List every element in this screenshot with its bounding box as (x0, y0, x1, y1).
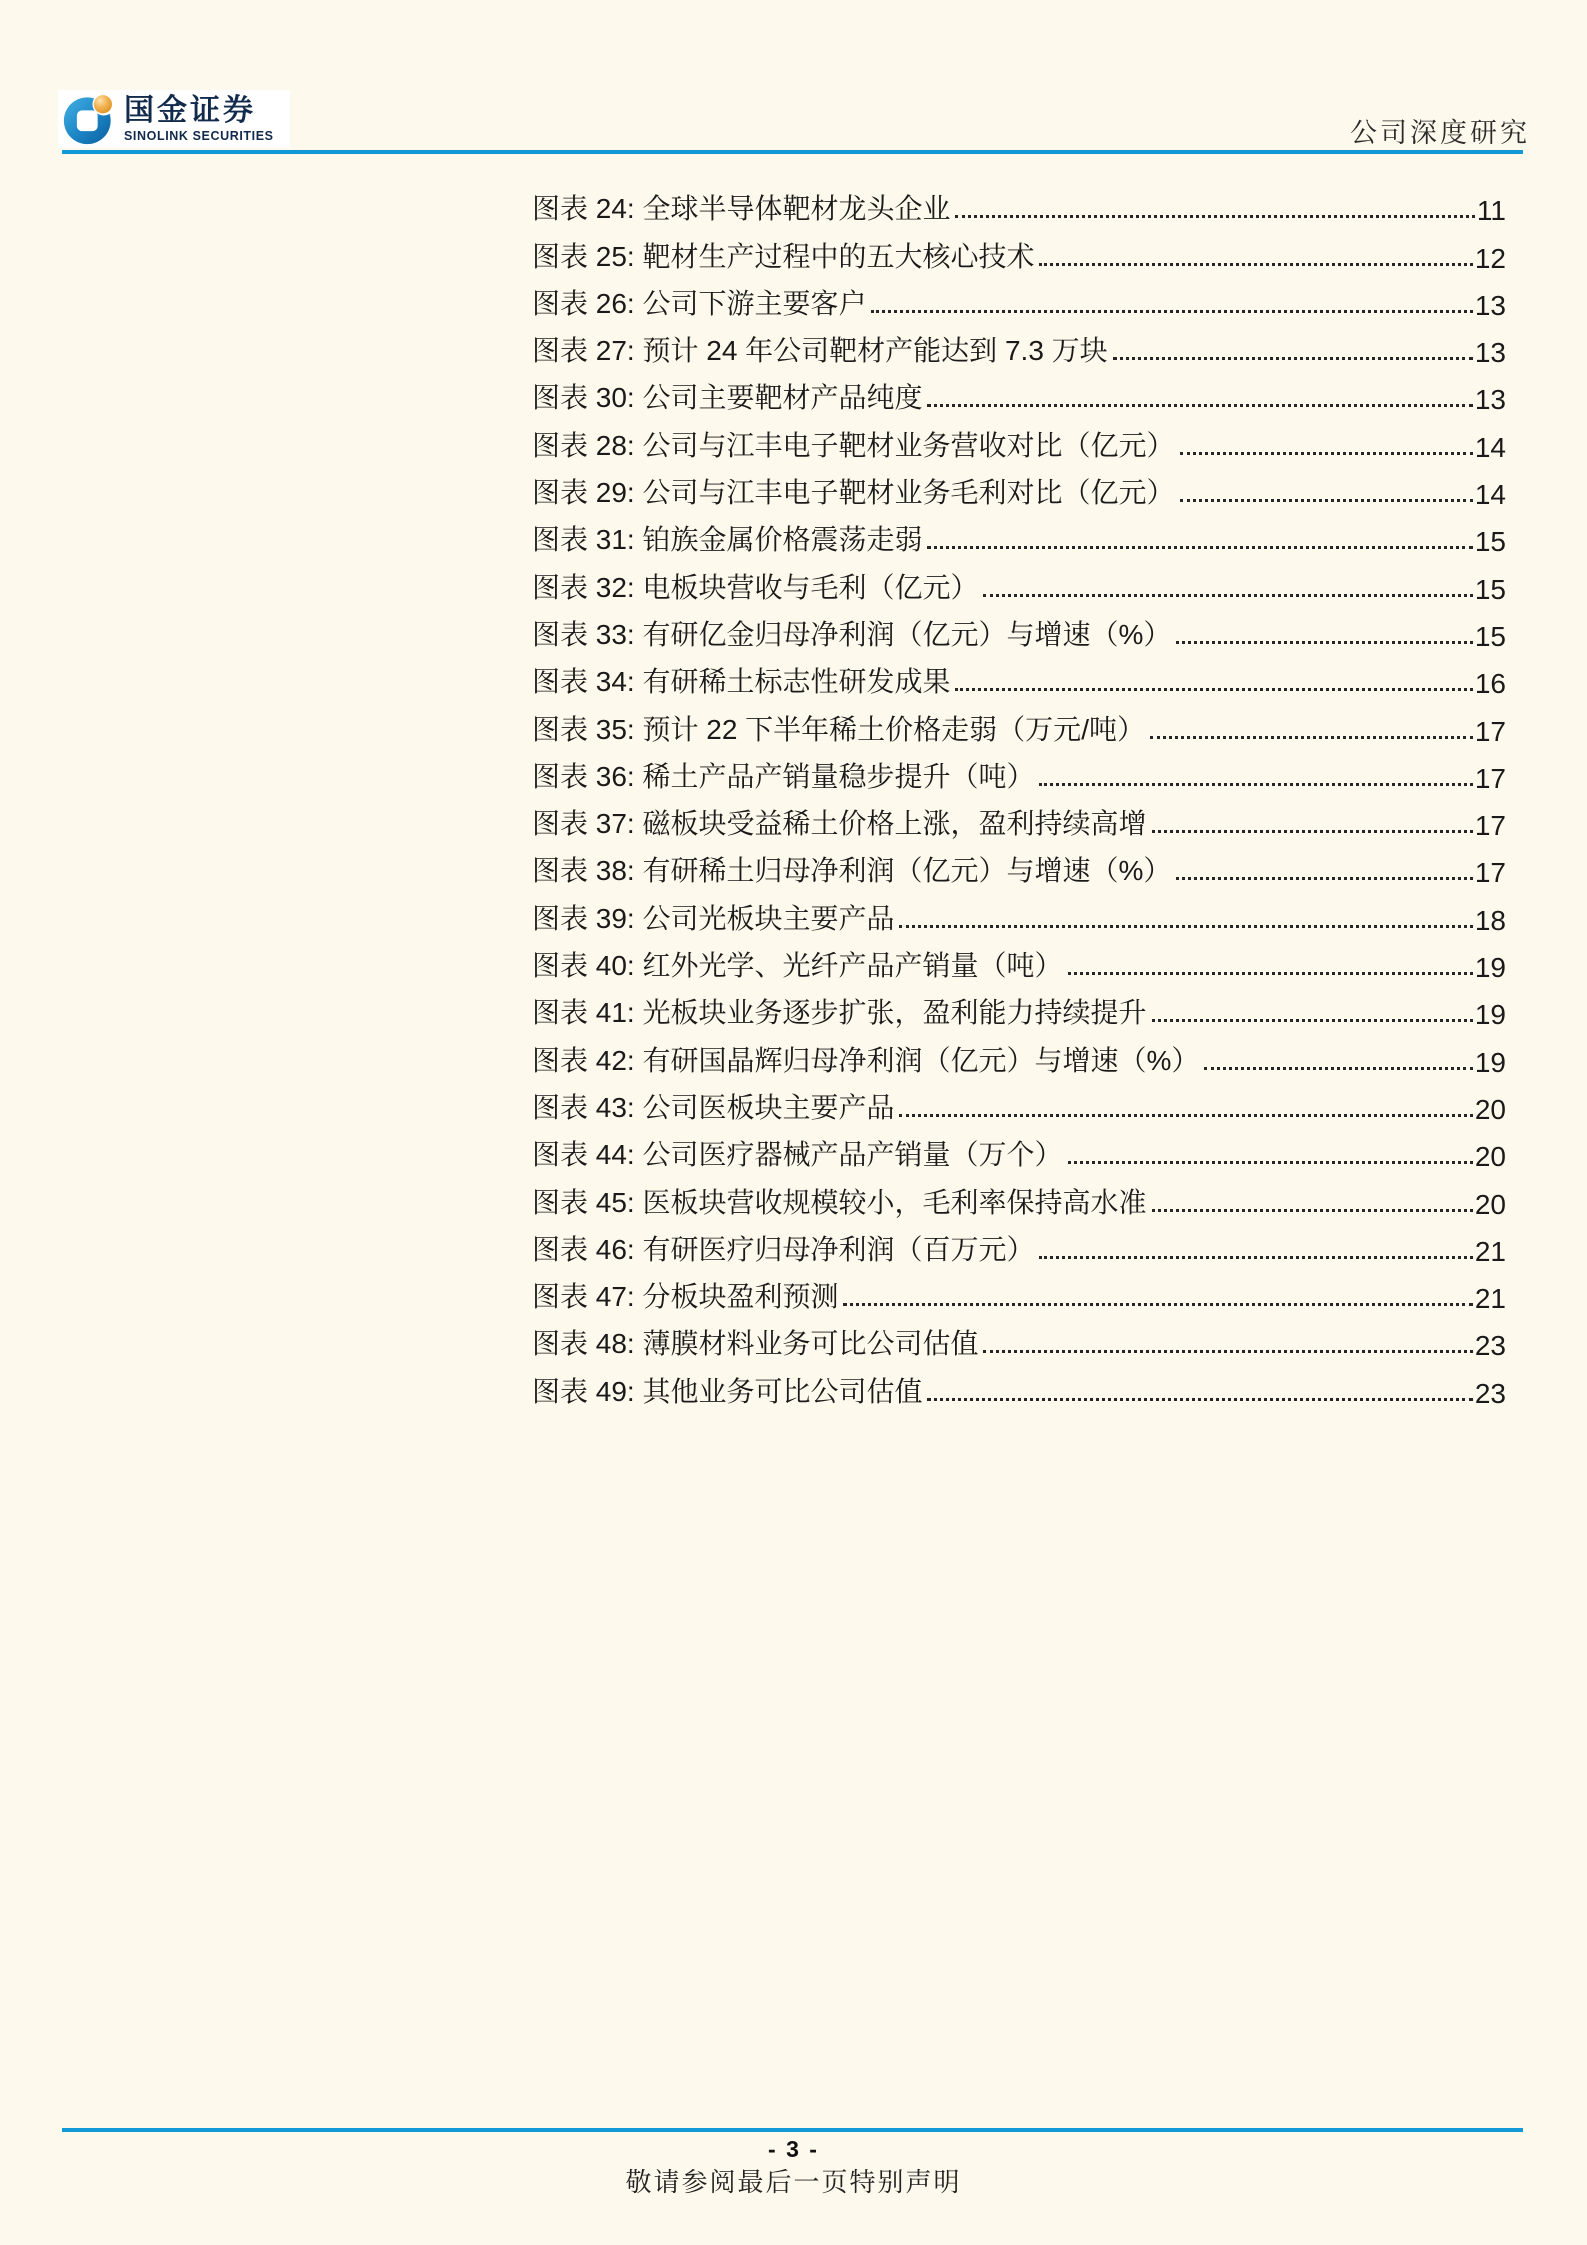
figure-entry[interactable] (532, 416, 1506, 463)
figure-entry[interactable] (532, 984, 1506, 1031)
figure-entry-label: 图表 49: 其他业务可比公司估值 (532, 1375, 923, 1407)
figure-entry-label: 图表 29: 公司与江丰电子靶材业务毛利对比（亿元） (532, 477, 1175, 509)
figure-entry-label: 图表 31: 铂族金属价格震荡走弱 (532, 524, 923, 556)
dotted-leader (871, 310, 1472, 313)
dotted-leader (1176, 641, 1472, 644)
dotted-leader (1204, 1067, 1472, 1070)
figure-entry[interactable] (532, 1315, 1506, 1362)
figure-entry-page: 20 (1474, 1188, 1506, 1220)
figure-entry-page: 17 (1474, 762, 1506, 794)
figure-entry-page: 13 (1474, 337, 1506, 369)
figure-entry[interactable] (532, 369, 1506, 416)
sinolink-logo (58, 90, 290, 148)
dotted-leader (927, 1398, 1472, 1401)
dotted-leader (983, 594, 1472, 597)
figure-entry-page: 17 (1474, 857, 1506, 889)
dotted-leader (1068, 1161, 1473, 1164)
figure-entry-page: 21 (1474, 1283, 1506, 1315)
figure-entry[interactable] (532, 700, 1506, 747)
sinolink-logo-icon (63, 93, 115, 145)
figure-entry-label: 图表 33: 有研亿金归母净利润（亿元）与增速（%） (532, 618, 1172, 650)
figure-entry-page: 20 (1474, 1141, 1506, 1173)
dotted-leader (1039, 263, 1472, 266)
figure-entry-label: 图表 26: 公司下游主要客户 (532, 287, 867, 319)
figure-entry-page: 13 (1474, 289, 1506, 321)
figure-entry[interactable] (532, 227, 1506, 274)
dotted-leader (1180, 452, 1473, 455)
figure-entry[interactable] (532, 511, 1506, 558)
footer-divider (62, 2128, 1523, 2132)
dotted-leader (1176, 877, 1472, 880)
figure-entry-label: 图表 34: 有研稀土标志性研发成果 (532, 666, 951, 698)
dotted-leader (955, 688, 1472, 691)
dotted-leader (1150, 736, 1473, 739)
figure-entry[interactable] (532, 842, 1506, 889)
sinolink-logo-text (124, 93, 274, 143)
figure-entry-page: 18 (1474, 904, 1506, 936)
figure-entry[interactable] (532, 1079, 1506, 1126)
figure-entry[interactable] (532, 889, 1506, 936)
report-type-label: 公司深度研究 (1350, 118, 1530, 148)
dotted-leader (1152, 830, 1473, 833)
dotted-leader (927, 404, 1472, 407)
dotted-leader (1039, 1256, 1472, 1259)
dotted-leader (899, 1114, 1472, 1117)
figure-entry-label: 图表 38: 有研稀土归母净利润（亿元）与增速（%） (532, 855, 1172, 887)
figure-entry[interactable] (532, 180, 1506, 227)
dotted-leader (899, 925, 1472, 928)
figure-entry-label: 图表 35: 预计 22 下半年稀土价格走弱（万元/吨） (532, 713, 1145, 745)
figure-entry-page: 15 (1474, 573, 1506, 605)
figure-entry-label: 图表 25: 靶材生产过程中的五大核心技术 (532, 240, 1035, 272)
dotted-leader (1039, 783, 1472, 786)
figure-entry-label: 图表 32: 电板块营收与毛利（亿元） (532, 571, 979, 603)
figure-entry[interactable] (532, 1268, 1506, 1315)
figure-entry-page: 17 (1474, 810, 1506, 842)
dotted-leader (843, 1303, 1472, 1306)
figure-entry[interactable] (532, 1221, 1506, 1268)
figure-entry-page: 20 (1474, 1093, 1506, 1125)
figure-entry[interactable] (532, 558, 1506, 605)
figure-entry-page: 15 (1474, 526, 1506, 558)
figure-entry-label: 图表 30: 公司主要靶材产品纯度 (532, 382, 923, 414)
dotted-leader (1180, 499, 1473, 502)
figure-entry-page: 19 (1474, 999, 1506, 1031)
figure-entry-page: 17 (1474, 715, 1506, 747)
dotted-leader (1113, 357, 1473, 360)
figure-entry[interactable] (532, 795, 1506, 842)
figure-entry-label: 图表 43: 公司医板块主要产品 (532, 1091, 895, 1123)
figure-entry-label: 图表 27: 预计 24 年公司靶材产能达到 7.3 万块 (532, 335, 1108, 367)
dotted-leader (1152, 1019, 1473, 1022)
figure-entry-page: 14 (1474, 431, 1506, 463)
figure-entry-label: 图表 28: 公司与江丰电子靶材业务营收对比（亿元） (532, 429, 1175, 461)
figure-entry-label: 图表 46: 有研医疗归母净利润（百万元） (532, 1233, 1035, 1265)
figure-entry[interactable] (532, 748, 1506, 795)
figure-entry-label: 图表 44: 公司医疗器械产品产销量（万个） (532, 1139, 1063, 1171)
figure-list (532, 180, 1506, 1410)
figure-entry-page: 21 (1474, 1235, 1506, 1267)
figure-entry-page: 13 (1474, 384, 1506, 416)
figure-entry[interactable] (532, 464, 1506, 511)
brand-name-cn: 国金证券 (124, 93, 256, 127)
figure-entry-label: 图表 36: 稀土产品产销量稳步提升（吨） (532, 760, 1035, 792)
figure-entry-page: 15 (1474, 620, 1506, 652)
figure-entry[interactable] (532, 937, 1506, 984)
page-number: - 3 - (768, 2136, 819, 2162)
figure-entry-page: 23 (1474, 1377, 1506, 1409)
figure-entry[interactable] (532, 653, 1506, 700)
dotted-leader (927, 546, 1472, 549)
figure-entry-label: 图表 24: 全球半导体靶材龙头企业 (532, 193, 951, 225)
figure-entry-label: 图表 42: 有研国晶辉归母净利润（亿元）与增速（%） (532, 1044, 1200, 1076)
brand-name-en: SINOLINK SECURITIES (124, 128, 274, 143)
figure-entry-label: 图表 47: 分板块盈利预测 (532, 1281, 839, 1313)
figure-entry[interactable] (532, 1126, 1506, 1173)
footer-disclaimer: 敬请参阅最后一页特别声明 (625, 2168, 962, 2197)
figure-entry-page: 12 (1474, 242, 1506, 274)
figure-entry-page: 19 (1474, 1046, 1506, 1078)
figure-entry-page: 16 (1474, 668, 1506, 700)
dotted-leader (1152, 1209, 1473, 1212)
figure-entry-page: 19 (1474, 952, 1506, 984)
figure-entry-page: 11 (1476, 195, 1506, 227)
figure-entry[interactable] (532, 1173, 1506, 1220)
figure-entry[interactable] (532, 1031, 1506, 1078)
figure-entry-label: 图表 37: 磁板块受益稀土价格上涨，盈利持续高增 (532, 808, 1147, 840)
figure-entry-label: 图表 48: 薄膜材料业务可比公司估值 (532, 1328, 979, 1360)
figure-entry-label: 图表 41: 光板块业务逐步扩张，盈利能力持续提升 (532, 997, 1147, 1029)
figure-entry-page: 14 (1474, 479, 1506, 511)
figure-entry[interactable] (532, 322, 1506, 369)
dotted-leader (1068, 972, 1473, 975)
figure-entry[interactable] (532, 275, 1506, 322)
figure-entry-label: 图表 45: 医板块营收规模较小，毛利率保持高水准 (532, 1186, 1147, 1218)
dotted-leader (983, 1350, 1472, 1353)
figure-entry-label: 图表 40: 红外光学、光纤产品产销量（吨） (532, 950, 1063, 982)
figure-entry-page: 23 (1474, 1330, 1506, 1362)
figure-entry[interactable] (532, 606, 1506, 653)
header-divider (62, 150, 1523, 154)
figure-entry[interactable] (532, 1362, 1506, 1409)
dotted-leader (955, 215, 1474, 218)
figure-entry-label: 图表 39: 公司光板块主要产品 (532, 902, 895, 934)
